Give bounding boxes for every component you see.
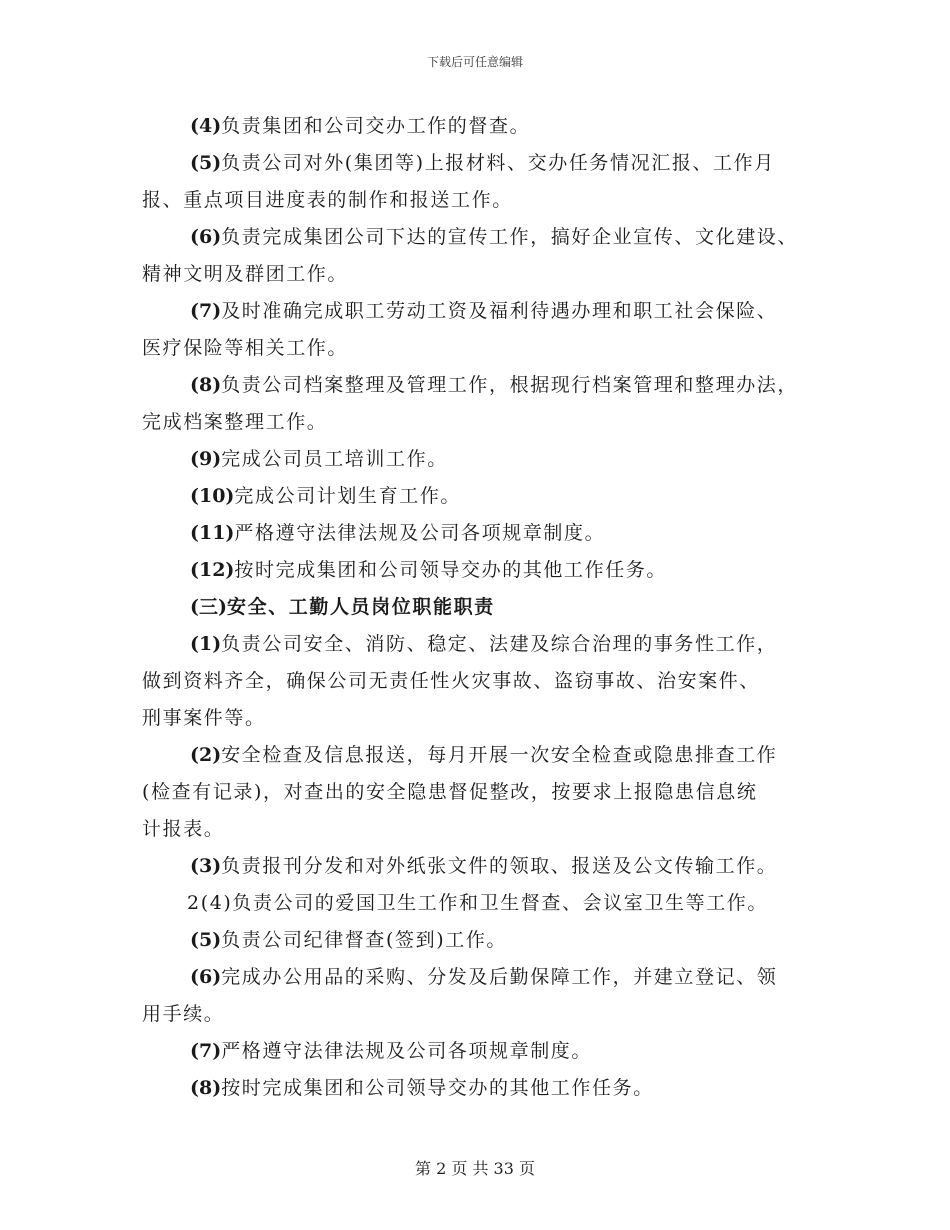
paragraph-line [142,404,822,441]
line-text: 严格遵守法律法规及公司各项规章制度。 [234,522,606,544]
line-text: 精神文明及群团工作。 [142,263,349,285]
line-text: 完成公司计划生育工作。 [234,485,462,507]
paragraph-line [142,219,822,256]
line-text: 做到资料齐全，确保公司无责任性火灾事故、盗窃事故、治安案件、 [142,670,761,692]
item-number: (12) [190,559,235,581]
item-number: (9) [190,448,222,470]
paragraph-line [142,256,822,293]
paragraph-line [142,1033,822,1070]
paragraph-line [142,885,822,922]
line-text: 负责公司档案整理及管理工作，根据现行档案管理和整理办法， [221,374,799,396]
line-text: 报、重点项目进度表的制作和报送工作。 [142,189,513,211]
item-number: (8) [190,1077,222,1099]
item-number: (7) [190,300,222,322]
line-text: 刑事案件等。 [142,707,266,729]
paragraph-line [142,108,822,145]
paragraph-line [142,145,822,182]
line-text: 负责公司安全、消防、稳定、法建及综合治理的事务性工作， [221,633,778,655]
paragraph-line [142,1070,822,1107]
section-heading [142,589,822,626]
line-text: 负责完成集团公司下达的宣传工作，搞好企业宣传、文化建设、 [221,226,799,248]
paragraph-line [142,441,822,478]
section-number: (三) [190,596,227,618]
header-note: 下载后可任意编辑 [426,55,523,69]
line-text: 及时准确完成职工劳动工资及福利待遇办理和职工社会保险、 [221,300,778,322]
document-body [142,108,822,1107]
paragraph-line [142,478,822,515]
paragraph-line [142,774,822,811]
line-text: 用手续。 [142,1003,225,1025]
paragraph-line [142,367,822,404]
line-text: 负责集团和公司交办工作的督查。 [221,115,531,137]
paragraph-line [142,330,822,367]
paragraph-line [142,811,822,848]
paragraph-line [142,663,822,700]
item-number: (3) [190,855,222,877]
paragraph-line [142,737,822,774]
line-text: 医疗保险等相关工作。 [142,337,349,359]
line-text: 负责公司对外(集团等)上报材料、交办任务情况汇报、工作月 [221,152,775,174]
line-text: 完成档案整理工作。 [142,411,328,433]
item-number: (11) [190,522,235,544]
line-text: 完成公司员工培训工作。 [221,448,448,470]
paragraph-line [142,922,822,959]
line-text: 完成办公用品的采购、分发及后勤保障工作，并建立登记、领 [221,966,778,988]
section-title: 安全、工勤人员岗位职能职责 [226,596,495,618]
line-text: 按时完成集团和公司领导交办的其他工作任务。 [234,559,668,581]
page-number-footer: 第 2 页 共 33 页 [415,1159,535,1178]
paragraph-line [142,959,822,996]
line-text: (检查有记录)，对查出的安全隐患督促整改，按要求上报隐患信息统 [142,781,758,803]
paragraph-line [142,626,822,663]
item-number: (10) [190,485,235,507]
paragraph-line [142,700,822,737]
paragraph-line [142,293,822,330]
item-number: (5) [190,152,222,174]
paragraph-line [142,996,822,1033]
line-text: 负责报刊分发和对外纸张文件的领取、报送及公文传输工作。 [221,855,778,877]
item-number: (2) [190,744,222,766]
paragraph-line [142,182,822,219]
line-text: 负责公司纪律督查(签到)工作。 [221,929,508,951]
line-text: 安全检查及信息报送，每月开展一次安全检查或隐患排查工作 [221,744,778,766]
paragraph-line [142,552,822,589]
item-number: (8) [190,374,222,396]
item-number: (1) [190,633,222,655]
paragraph-line [142,848,822,885]
line-text: 按时完成集团和公司领导交办的其他工作任务。 [221,1077,654,1099]
line-text: 计报表。 [142,818,225,840]
item-number: (6) [190,226,222,248]
line-text: 严格遵守法律法规及公司各项规章制度。 [221,1040,593,1062]
item-number: (4) [190,115,222,137]
item-number: (5) [190,929,222,951]
item-number: (7) [190,1040,222,1062]
paragraph-line [142,515,822,552]
item-number: (6) [190,966,222,988]
line-text: 2(4)负责公司的爱国卫生工作和卫生督查、会议室卫生等工作。 [187,892,769,914]
